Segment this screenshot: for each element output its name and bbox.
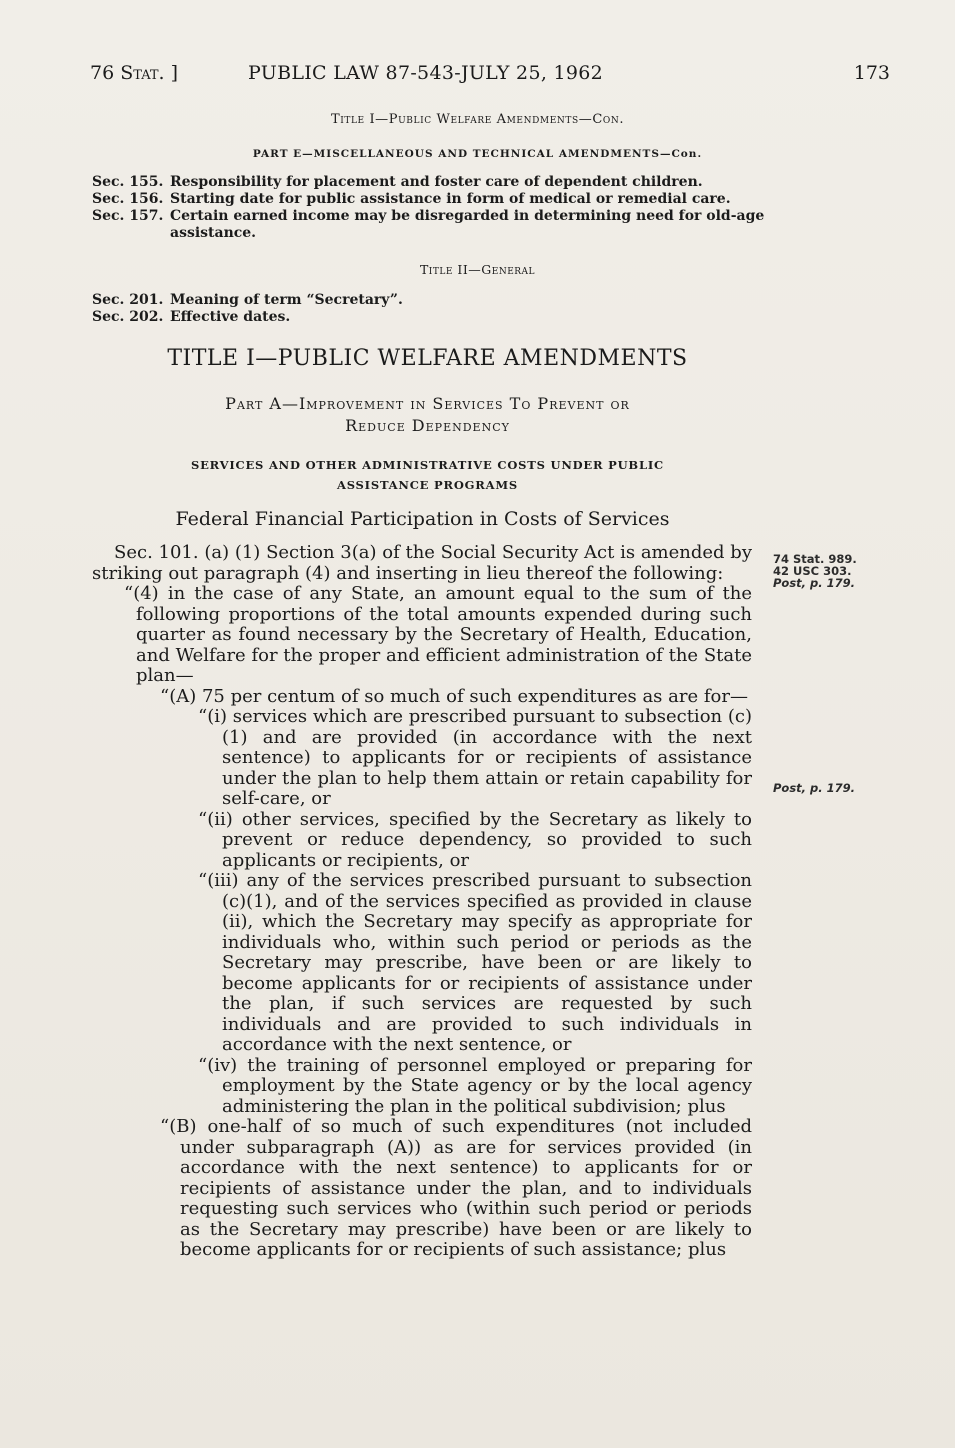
services-heading-line1: SERVICES AND OTHER ADMINISTRATIVE COSTS UNDER PUBLIC [191, 458, 664, 472]
section-number: Sec. 202. [92, 309, 164, 325]
paragraph: “(4) in the case of any State, an amount equal to the sum of the following proportions of the total amounts expended during such quarter as found necessary by the Secretary of Health, Education, and Welfare for the proper and efficient administration of the State plan— [124, 583, 752, 686]
section-title: Certain earned income may be disregarded in determining need for old-age assistance. [170, 208, 765, 241]
page-number: 173 [853, 62, 890, 84]
part-a-line1: Part A—Improvement in Services To Prevent or [225, 394, 630, 413]
page-header [90, 62, 890, 92]
section-number: Sec. 155. [92, 174, 164, 190]
section-title: Meaning of term “Secretary”. [170, 292, 403, 308]
contents-row [92, 292, 772, 309]
section-title: Starting date for public assistance in form of medical or remedial care. [170, 191, 731, 207]
contents-row [92, 208, 772, 242]
margin-note [773, 782, 855, 794]
paragraph: “(i) services which are prescribed pursuant to subsection (c)(1) and are provided (in accordance with the next sentence) to applicants for or recipients of assistance under the plan to help them attain or retain capability for self-care, or [198, 706, 752, 809]
section-number: Sec. 156. [92, 191, 164, 207]
section-title: Effective dates. [170, 309, 291, 325]
services-heading [0, 455, 855, 495]
paragraph: “(iii) any of the services prescribed pursuant to subsection (c)(1), and of the services specified as provided in clause (ii), which the Secretary may specify as appropriate for individuals who, within such period or periods as the Secretary may prescribe, have been or are likely to become applicants for or recipients of assistance under the plan, if such services are requested by such individuals and are provided to such individuals in accordance with the next sentence, or [198, 870, 752, 1055]
margin-note-line: 74 Stat. 989. [773, 552, 857, 566]
section-title: Responsibility for placement and foster care of dependent children. [170, 174, 703, 190]
contents-row [92, 191, 772, 208]
margin-note [773, 553, 857, 589]
paragraph: “(A) 75 per centum of so much of such expenditures as are for— [160, 685, 748, 707]
section-subheading: Federal Financial Participation in Costs of Services [175, 508, 670, 530]
header-volume: 76 Stat. ] [90, 62, 179, 84]
paragraph: “(iv) the training of personnel employed or preparing for employment by the State agency or by the local agency administering the plan in the political subdivision; plus [198, 1054, 752, 1117]
paragraph: “(B) one-half of so much of such expenditures (not included under subparagraph (A)) as are for services provided (in accordance with the next sentence) to applicants for or recipients of assistance under the plan, and to individuals requesting such services who (within such period or periods as the Secretary may prescribe) have been or are likely to become applicants for or recipients of such assistance; plus [160, 1116, 752, 1260]
section-number: Sec. 201. [92, 292, 164, 308]
margin-note-line: 42 USC 303. [773, 564, 852, 578]
part-a-heading [0, 393, 855, 437]
services-heading-line2: ASSISTANCE PROGRAMS [336, 478, 518, 492]
contents-section-list-a [92, 174, 772, 242]
contents-section-list-b [92, 292, 772, 326]
contents-row [92, 309, 772, 326]
paragraph: Sec. 101. (a) (1) Section 3(a) of the Social Security Act is amended by striking out paragraph (4) and inserting in lieu thereof the following: [92, 542, 752, 584]
contents-title: Title I—Public Welfare Amendments—Con. [330, 112, 625, 127]
body-text [92, 543, 752, 1261]
contents-title-ii: Title II—General [419, 262, 536, 277]
margin-note-line: Post, p. 179. [773, 781, 856, 795]
section-number: Sec. 157. [92, 208, 164, 224]
header-title: PUBLIC LAW 87-543-JULY 25, 1962 [248, 62, 604, 84]
paragraph: “(ii) other services, specified by the Secretary as likely to prevent or reduce dependency, so provided to such applicants or recipients, or [198, 808, 752, 871]
contents-part: PART E—MISCELLANEOUS AND TECHNICAL AMENDMENTS—Con. [252, 148, 703, 160]
main-title: TITLE I—PUBLIC WELFARE AMENDMENTS [167, 346, 688, 371]
margin-note-line: Post, p. 179. [773, 576, 856, 590]
part-a-line2: Reduce Dependency [345, 416, 510, 435]
contents-row [92, 174, 772, 191]
